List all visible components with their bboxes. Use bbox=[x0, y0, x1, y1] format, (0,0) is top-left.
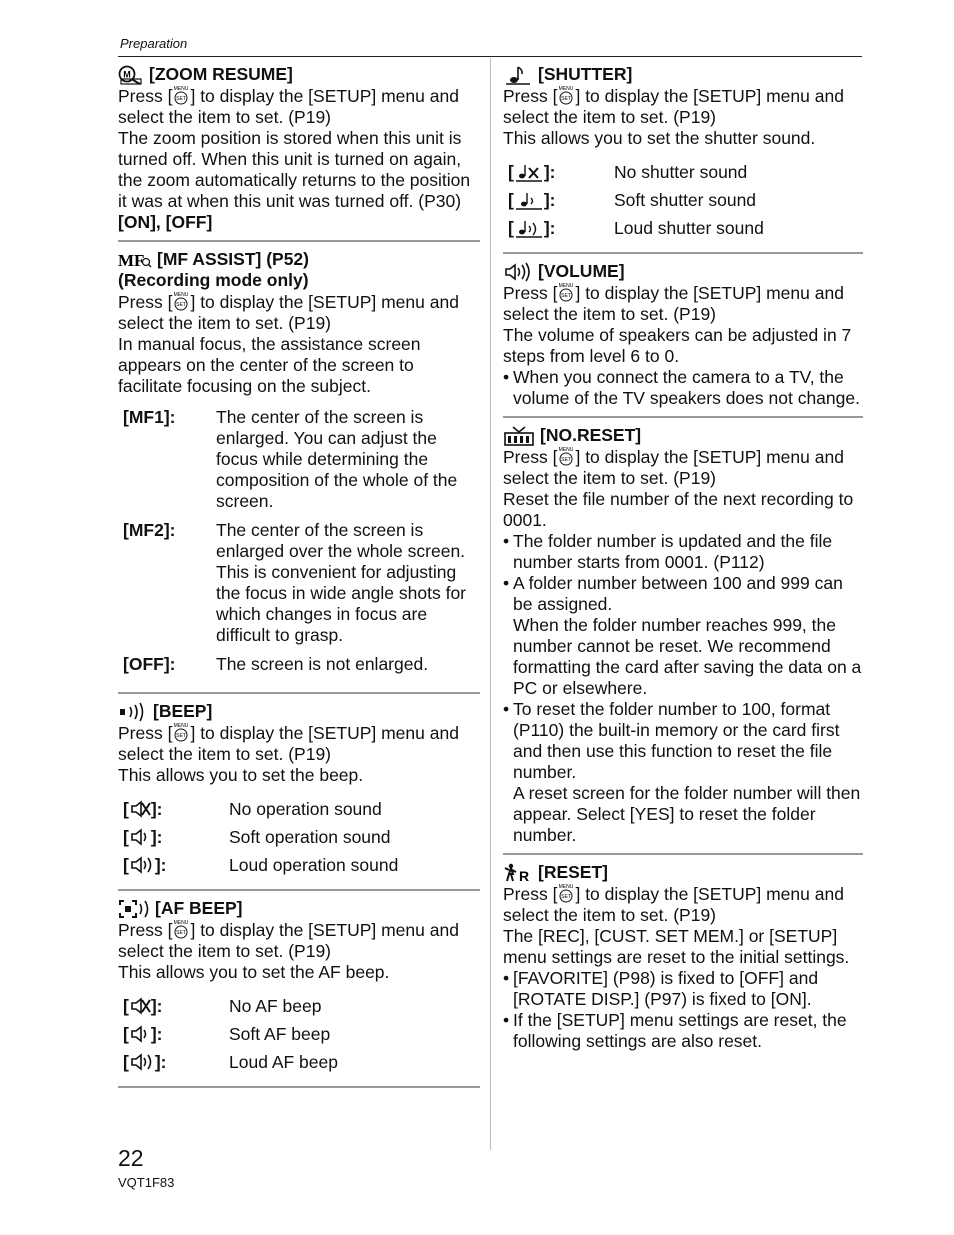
instruction-text: ] to display the [SETUP] menu and select the item to set. (P19) bbox=[118, 723, 459, 764]
option-label: No operation sound bbox=[229, 798, 382, 819]
af-beep-option-loud bbox=[123, 1048, 480, 1076]
option-row bbox=[118, 520, 480, 654]
reset-icon bbox=[503, 863, 533, 883]
note-item: • The folder number is updated and the file number starts from 0001. (P112) bbox=[503, 531, 863, 573]
menu-set-icon bbox=[559, 85, 573, 105]
af-beep-option-soft bbox=[123, 1020, 480, 1048]
zoom-resume-options: [ON], [OFF] bbox=[118, 212, 213, 232]
shutter-soft-icon: [ ]: bbox=[508, 189, 556, 210]
svg-text:SET: SET bbox=[561, 96, 572, 102]
af-beep-title: [AF BEEP] bbox=[155, 898, 243, 918]
note-text: To reset the folder number to 100, format (P110) the built-in memory or the card first and then use this function to reset the file number. bbox=[513, 699, 840, 782]
svg-text:R: R bbox=[519, 867, 530, 883]
volume-speaker-icon bbox=[503, 262, 533, 282]
document-code: VQT1F83 bbox=[118, 1175, 175, 1190]
svg-text:SET: SET bbox=[561, 457, 572, 463]
no-reset-description: Reset the file number of the next recording to 0001. bbox=[503, 489, 854, 530]
svg-text:MENU: MENU bbox=[559, 884, 574, 890]
option-value: The center of the screen is enlarged. You can adjust the focus while determining the composition of the whole of the screen. bbox=[216, 407, 458, 511]
page-number: 22 bbox=[118, 1145, 144, 1171]
instruction-text: ] to display the [SETUP] menu and select the item to set. (P19) bbox=[503, 86, 844, 127]
mf-assist-title: [MF ASSIST] (P52) bbox=[157, 249, 309, 269]
af-beep-option-off bbox=[123, 992, 480, 1020]
beep-option-off bbox=[123, 795, 480, 823]
instruction-text: ] to display the [SETUP] menu and select the item to set. (P19) bbox=[118, 292, 459, 333]
beep-heading bbox=[118, 701, 480, 722]
instruction-text: ] to display the [SETUP] menu and select the item to set. (P19) bbox=[503, 283, 844, 324]
press-text: Press [ bbox=[118, 292, 173, 312]
volume-instructions bbox=[503, 282, 863, 325]
svg-text:SET: SET bbox=[561, 894, 572, 900]
note-continuation: When the folder number reaches 999, the number cannot be reset. We recommend formatting the card after saving the data on a PC or elsewhere. bbox=[513, 615, 862, 698]
reset-notes bbox=[503, 968, 863, 1052]
shutter-option-soft bbox=[508, 186, 863, 214]
af-beep-section bbox=[118, 898, 480, 1088]
mf-assist-instructions bbox=[118, 291, 480, 334]
option-label: Loud shutter sound bbox=[614, 217, 764, 238]
menu-set-icon bbox=[174, 291, 188, 311]
beep-icon bbox=[118, 702, 148, 722]
instruction-text: ] to display the [SETUP] menu and select the item to set. (P19) bbox=[118, 86, 459, 127]
option-row bbox=[118, 654, 480, 683]
option-label: No AF beep bbox=[229, 995, 322, 1016]
mf-assist-options-table bbox=[118, 407, 480, 683]
press-text: Press [ bbox=[503, 447, 558, 467]
af-beep-icon bbox=[118, 899, 154, 919]
svg-text:MF: MF bbox=[118, 250, 145, 270]
af-beep-description: This allows you to set the AF beep. bbox=[118, 962, 390, 982]
svg-text:MENU: MENU bbox=[174, 723, 189, 729]
menu-set-icon bbox=[559, 446, 573, 466]
option-key: [MF1]: bbox=[123, 407, 176, 427]
mf-assist-heading bbox=[118, 249, 480, 270]
svg-text:SET: SET bbox=[176, 96, 187, 102]
option-key: [OFF]: bbox=[123, 654, 176, 674]
instruction-text: ] to display the [SETUP] menu and select the item to set. (P19) bbox=[503, 884, 844, 925]
press-text: Press [ bbox=[503, 86, 558, 106]
column-divider bbox=[490, 58, 491, 1150]
left-column bbox=[118, 64, 480, 1095]
speaker-soft-icon: [ ]: bbox=[123, 1023, 163, 1044]
beep-instructions bbox=[118, 722, 480, 765]
instruction-text: ] to display the [SETUP] menu and select the item to set. (P19) bbox=[118, 920, 459, 961]
menu-set-icon bbox=[174, 85, 188, 105]
option-row bbox=[118, 407, 480, 520]
beep-description: This allows you to set the beep. bbox=[118, 765, 364, 785]
zoom-resume-section bbox=[118, 64, 480, 242]
press-text: Press [ bbox=[118, 723, 173, 743]
note-item bbox=[503, 699, 863, 846]
menu-set-icon bbox=[559, 883, 573, 903]
volume-description: The volume of speakers can be adjusted in 7 steps from level 6 to 0. bbox=[503, 325, 852, 366]
option-value: The screen is not enlarged. bbox=[216, 654, 429, 674]
shutter-loud-icon: [ ]: bbox=[508, 217, 556, 238]
option-label: Soft AF beep bbox=[229, 1023, 331, 1044]
option-label: Loud AF beep bbox=[229, 1051, 338, 1072]
svg-text:M: M bbox=[123, 69, 131, 79]
beep-section bbox=[118, 701, 480, 891]
svg-text:SET: SET bbox=[176, 930, 187, 936]
svg-text:MENU: MENU bbox=[559, 86, 574, 92]
reset-heading bbox=[503, 862, 863, 883]
reset-description: The [REC], [CUST. SET MEM.] or [SETUP] menu settings are reset to the initial settings. bbox=[503, 926, 850, 967]
svg-text:MENU: MENU bbox=[559, 447, 574, 453]
option-value: The center of the screen is enlarged over the whole screen. This is convenient for adjusting the focus in wide angle shots for which changes in focus are difficult to grasp. bbox=[216, 520, 467, 645]
shutter-heading bbox=[503, 64, 863, 85]
speaker-loud-icon: [ ]: bbox=[123, 1051, 167, 1072]
svg-text:MENU: MENU bbox=[559, 283, 574, 289]
shutter-note-icon bbox=[503, 65, 533, 85]
mf-assist-description: In manual focus, the assistance screen appears on the center of the screen to facilitate focusing on the subject. bbox=[118, 334, 421, 396]
beep-option-loud bbox=[123, 851, 480, 879]
af-beep-options bbox=[123, 992, 480, 1076]
note-item bbox=[503, 573, 863, 699]
press-text: Press [ bbox=[503, 884, 558, 904]
svg-text:MENU: MENU bbox=[174, 86, 189, 92]
no-reset-heading bbox=[503, 425, 863, 446]
instruction-text: ] to display the [SETUP] menu and select the item to set. (P19) bbox=[503, 447, 844, 488]
option-label: No shutter sound bbox=[614, 161, 748, 182]
mf-assist-icon bbox=[118, 250, 152, 270]
right-column bbox=[503, 64, 863, 1066]
svg-text:MENU: MENU bbox=[174, 292, 189, 298]
shutter-option-off bbox=[508, 158, 863, 186]
af-beep-instructions bbox=[118, 919, 480, 962]
press-text: Press [ bbox=[118, 920, 173, 940]
af-beep-heading bbox=[118, 898, 480, 919]
beep-option-soft bbox=[123, 823, 480, 851]
svg-text:MENU: MENU bbox=[174, 920, 189, 926]
header-rule bbox=[118, 56, 862, 57]
menu-set-icon bbox=[174, 919, 188, 939]
speaker-mute-icon: [ ]: bbox=[123, 995, 163, 1016]
press-text: Press [ bbox=[118, 86, 173, 106]
reset-instructions bbox=[503, 883, 863, 926]
menu-set-icon bbox=[559, 282, 573, 302]
svg-text:SET: SET bbox=[176, 733, 187, 739]
number-reset-icon bbox=[503, 426, 535, 446]
mf-assist-subtitle: (Recording mode only) bbox=[118, 270, 309, 290]
shutter-mute-icon: [ ]: bbox=[508, 161, 556, 182]
note-text: A folder number between 100 and 999 can be assigned. bbox=[513, 573, 843, 614]
section-label: Preparation bbox=[120, 36, 188, 51]
option-label: Loud operation sound bbox=[229, 854, 399, 875]
beep-options bbox=[123, 795, 480, 879]
option-label: Soft shutter sound bbox=[614, 189, 757, 210]
mf-assist-section bbox=[118, 249, 480, 694]
reset-title: [RESET] bbox=[538, 862, 608, 882]
note-continuation: A reset screen for the folder number will then appear. Select [YES] to reset the folder number. bbox=[513, 783, 861, 845]
volume-title: [VOLUME] bbox=[538, 261, 625, 281]
no-reset-title: [NO.RESET] bbox=[540, 425, 642, 445]
speaker-loud-icon: [ ]: bbox=[123, 854, 167, 875]
press-text: Press [ bbox=[503, 283, 558, 303]
shutter-option-loud bbox=[508, 214, 863, 242]
zoom-resume-title: [ZOOM RESUME] bbox=[149, 64, 293, 84]
zoom-resume-instructions bbox=[118, 85, 480, 128]
svg-text:SET: SET bbox=[176, 302, 187, 308]
zoom-resume-description: The zoom position is stored when this unit is turned off. When this unit is turned on again, the zoom automatically returns to the position it was at when this unit was turned off. (P30) bbox=[118, 128, 471, 211]
shutter-section bbox=[503, 64, 863, 254]
speaker-soft-icon: [ ]: bbox=[123, 826, 163, 847]
menu-set-icon bbox=[174, 722, 188, 742]
zoom-resume-heading bbox=[118, 64, 480, 85]
shutter-options bbox=[508, 158, 863, 242]
speaker-mute-icon: [ ]: bbox=[123, 798, 163, 819]
note-item: • If the [SETUP] menu settings are reset, the following settings are also reset. bbox=[503, 1010, 863, 1052]
shutter-description: This allows you to set the shutter sound. bbox=[503, 128, 816, 148]
svg-text:SET: SET bbox=[561, 293, 572, 299]
reset-section bbox=[503, 862, 863, 1059]
note-item: • [FAVORITE] (P98) is fixed to [OFF] and [ROTATE DISP.] (P97) is fixed to [ON]. bbox=[503, 968, 863, 1010]
shutter-title: [SHUTTER] bbox=[538, 64, 633, 84]
beep-title: [BEEP] bbox=[153, 701, 213, 721]
volume-notes bbox=[503, 367, 863, 409]
no-reset-notes bbox=[503, 531, 863, 846]
note-item: • When you connect the camera to a TV, the volume of the TV speakers does not change. bbox=[503, 367, 863, 409]
option-label: Soft operation sound bbox=[229, 826, 391, 847]
no-reset-instructions bbox=[503, 446, 863, 489]
volume-heading bbox=[503, 261, 863, 282]
volume-section bbox=[503, 261, 863, 418]
shutter-instructions bbox=[503, 85, 863, 128]
zoom-resume-icon bbox=[118, 65, 144, 85]
no-reset-section bbox=[503, 425, 863, 855]
option-key: [MF2]: bbox=[123, 520, 176, 540]
